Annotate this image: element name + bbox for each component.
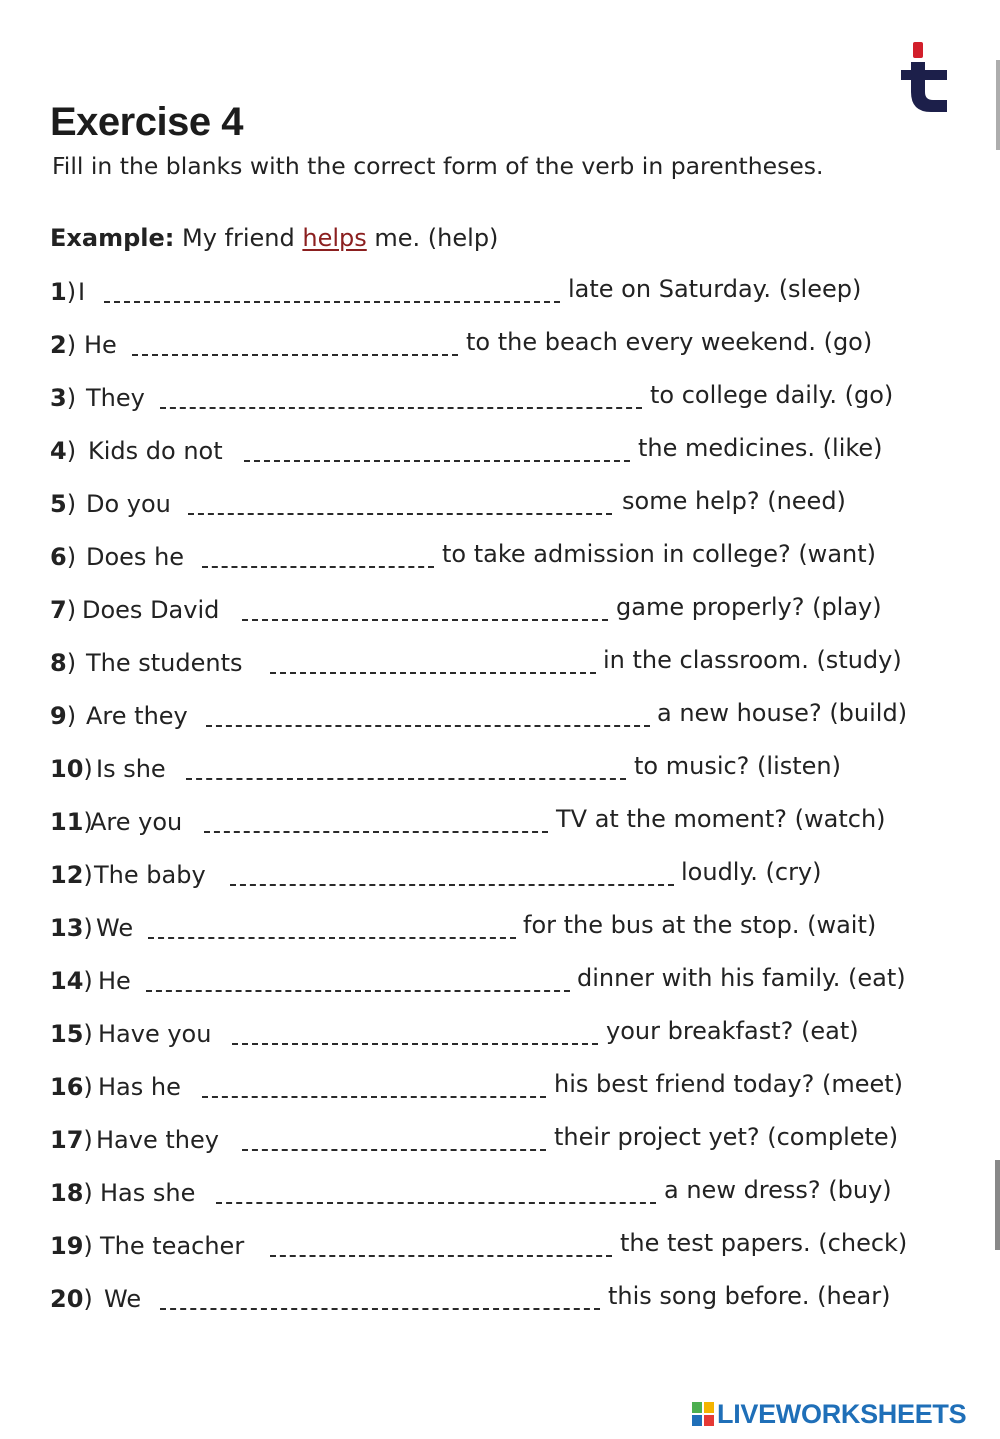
page-edge-shadow [996,60,1000,150]
item-rest: in the classroom. (study) [603,646,902,674]
answer-blank[interactable] [160,1308,600,1310]
exercise-item [0,1175,1000,1211]
exercise-item [0,857,1000,893]
item-rest: to music? (listen) [634,752,841,780]
item-rest: for the bus at the stop. (wait) [523,911,877,939]
answer-blank[interactable] [270,1255,612,1257]
item-number: 2) [50,331,77,359]
item-rest: dinner with his family. (eat) [577,964,906,992]
item-subject: Does he [86,543,185,571]
instruction-text: Fill in the blanks with the correct form of the verb in parentheses. [52,152,824,180]
item-number: 13) [50,914,93,942]
exercise-item [0,910,1000,946]
item-number: 3) [50,384,77,412]
exercise-item [0,327,1000,363]
example-label: Example: [50,224,175,252]
exercise-item [0,963,1000,999]
item-number: 18) [50,1179,93,1207]
exercise-item [0,698,1000,734]
exercise-item [0,380,1000,416]
answer-blank[interactable] [242,619,608,621]
liveworksheets-logo-icon [692,1402,714,1426]
item-number: 14) [50,967,93,995]
exercise-item [0,1281,1000,1317]
item-subject: Has she [100,1179,196,1207]
item-subject: Have you [98,1020,212,1048]
item-subject: The baby [94,861,206,889]
item-subject: Is she [96,755,166,783]
publisher-logo-icon [898,42,950,114]
item-subject: We [96,914,134,942]
example-answer: helps [302,224,367,252]
item-subject: The teacher [100,1232,245,1260]
answer-blank[interactable] [204,831,548,833]
answer-blank[interactable] [132,354,458,356]
exercise-item [0,1069,1000,1105]
item-number: 16) [50,1073,93,1101]
item-number: 11) [50,808,93,836]
item-subject: They [86,384,145,412]
item-number: 12) [50,861,93,889]
item-number: 19) [50,1232,93,1260]
item-rest: his best friend today? (meet) [554,1070,904,1098]
exercise-item [0,804,1000,840]
item-subject: Has he [98,1073,181,1101]
exercise-item [0,486,1000,522]
item-rest: your breakfast? (eat) [606,1017,859,1045]
answer-blank[interactable] [242,1149,546,1151]
item-rest: to college daily. (go) [650,381,894,409]
item-rest: the test papers. (check) [620,1229,908,1257]
item-rest: to the beach every weekend. (go) [466,328,873,356]
item-number: 20) [50,1285,93,1313]
item-rest: late on Saturday. (sleep) [568,275,862,303]
answer-blank[interactable] [104,301,560,303]
exercise-item [0,433,1000,469]
example-after: me. (help) [374,224,499,252]
item-number: 17) [50,1126,93,1154]
answer-blank[interactable] [270,672,596,674]
item-number: 9) [50,702,77,730]
answer-blank[interactable] [202,566,434,568]
exercise-item [0,1122,1000,1158]
item-rest: loudly. (cry) [681,858,822,886]
exercise-item [0,274,1000,310]
item-subject: Does David [82,596,220,624]
exercise-item [0,645,1000,681]
exercise-title: Exercise 4 [50,100,243,144]
item-rest: game properly? (play) [616,593,882,621]
exercise-item [0,539,1000,575]
item-subject: I [78,278,86,306]
answer-blank[interactable] [202,1096,546,1098]
item-subject: He [98,967,131,995]
item-rest: their project yet? (complete) [554,1123,899,1151]
answer-blank[interactable] [188,513,612,515]
item-number: 6) [50,543,77,571]
answer-blank[interactable] [146,990,570,992]
item-number: 8) [50,649,77,677]
item-rest: TV at the moment? (watch) [556,805,886,833]
answer-blank[interactable] [160,407,642,409]
example-before: My friend [182,224,295,252]
footer-brand-text: LIVEWORKSHEETS [717,1398,967,1429]
answer-blank[interactable] [186,778,626,780]
item-subject: We [104,1285,142,1313]
item-number: 4) [50,437,77,465]
answer-blank[interactable] [206,725,650,727]
exercise-item [0,1228,1000,1264]
footer-brand [692,1399,966,1429]
item-rest: a new house? (build) [657,699,908,727]
item-rest: the medicines. (like) [638,434,883,462]
item-number: 15) [50,1020,93,1048]
item-number: 10) [50,755,93,783]
item-subject: Do you [86,490,171,518]
answer-blank[interactable] [230,884,674,886]
exercise-item [0,1016,1000,1052]
example-line [50,224,498,252]
exercise-item [0,592,1000,628]
item-number: 1) [50,278,77,306]
exercise-item [0,751,1000,787]
item-subject: The students [86,649,243,677]
answer-blank[interactable] [216,1202,656,1204]
answer-blank[interactable] [148,937,516,939]
item-subject: Are you [90,808,183,836]
item-rest: some help? (need) [622,487,846,515]
item-rest: a new dress? (buy) [664,1176,892,1204]
item-rest: to take admission in college? (want) [442,540,877,568]
item-number: 5) [50,490,77,518]
item-subject: He [84,331,117,359]
item-subject: Are they [86,702,188,730]
item-subject: Have they [96,1126,219,1154]
item-number: 7) [50,596,77,624]
item-subject: Kids do not [88,437,223,465]
item-rest: this song before. (hear) [608,1282,891,1310]
answer-blank[interactable] [232,1043,598,1045]
answer-blank[interactable] [244,460,630,462]
